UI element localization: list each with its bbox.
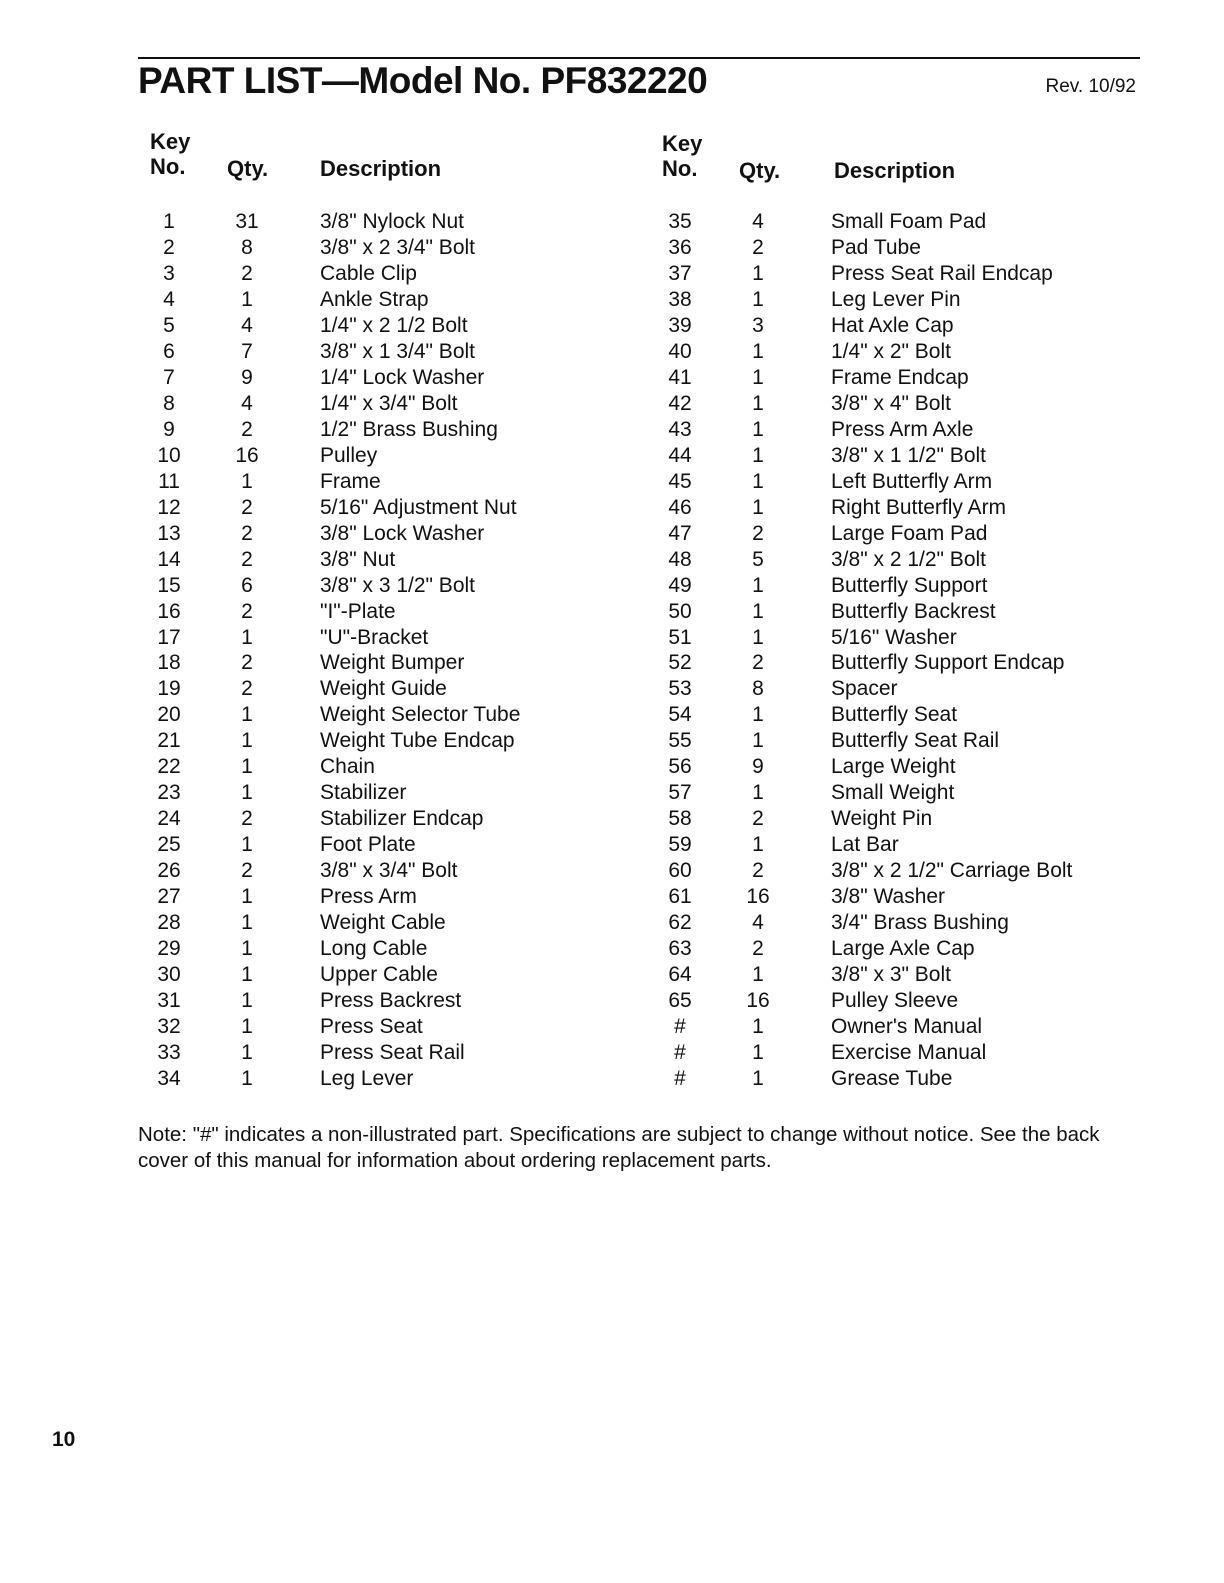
key-number: 28	[157, 911, 181, 935]
quantity: 2	[752, 937, 764, 961]
quantity: 2	[241, 677, 253, 701]
description: Butterfly Seat Rail	[831, 729, 1000, 753]
quantity: 1	[752, 1015, 764, 1039]
quantity: 1	[752, 1066, 764, 1090]
description: Owner's Manual	[831, 1015, 983, 1039]
key-number: 53	[668, 677, 692, 701]
key-number: 35	[668, 210, 692, 233]
quantity: 1	[752, 729, 764, 753]
key-number: 39	[668, 313, 692, 337]
key-number: 57	[668, 781, 692, 805]
description: Press Arm	[320, 885, 417, 909]
description: Press Arm Axle	[831, 417, 974, 441]
key-number: 25	[157, 833, 181, 857]
description: Pad Tube	[831, 235, 921, 259]
quantity: 2	[752, 651, 764, 675]
key-number: 33	[157, 1041, 181, 1064]
description: Butterfly Backrest	[831, 599, 996, 623]
key-number: 18	[157, 651, 181, 675]
left-key-header: Key No.	[150, 129, 191, 179]
description: Weight Guide	[320, 677, 447, 701]
key-number: 6	[163, 339, 175, 363]
key-number: 3	[163, 261, 175, 285]
quantity: 1	[752, 625, 764, 649]
quantity: 16	[746, 989, 770, 1013]
quantity: 1	[241, 989, 253, 1013]
quantity: 1	[752, 833, 764, 857]
quantity: 1	[241, 781, 253, 805]
key-number: 59	[668, 833, 692, 857]
description: 1/4" x 2" Bolt	[831, 339, 951, 363]
key-number: 50	[668, 599, 692, 623]
quantity: 1	[752, 599, 764, 623]
key-number: 43	[668, 417, 692, 441]
quantity: 4	[752, 210, 764, 233]
description: 3/8" x 1 1/2" Bolt	[831, 443, 986, 467]
description: 3/8" Lock Washer	[320, 521, 485, 545]
description: Small Foam Pad	[831, 210, 987, 233]
description: Weight Bumper	[320, 651, 465, 675]
footnote: Note: "#" indicates a non-illustrated part. Specifications are subject to change without notice. See the back cover of this manual for information about ordering replacement parts.	[138, 1123, 1100, 1172]
description: Right Butterfly Arm	[831, 495, 1007, 519]
quantity: 1	[752, 469, 764, 493]
description: Butterfly Seat	[831, 703, 958, 727]
quantity: 1	[752, 703, 764, 727]
key-number: 31	[157, 989, 181, 1013]
revision-label: Rev. 10/92	[1045, 76, 1136, 97]
description: 3/8" x 2 1/2" Bolt	[831, 547, 986, 571]
quantity: 1	[752, 287, 764, 311]
quantity: 2	[241, 547, 253, 571]
page-title: PART LIST—Model No. PF832220	[138, 60, 708, 101]
quantity: 2	[241, 859, 253, 883]
key-number: 24	[157, 807, 181, 831]
right-description-header: Description	[834, 158, 956, 183]
key-number: 40	[668, 339, 692, 363]
key-number: 61	[668, 885, 692, 909]
key-number: 62	[668, 911, 692, 935]
description: Weight Cable	[320, 911, 446, 935]
description: Exercise Manual	[831, 1041, 987, 1064]
key-number: 1	[163, 210, 175, 233]
quantity: 4	[241, 391, 253, 415]
title-rule	[138, 57, 1140, 59]
description: Press Seat	[320, 1015, 423, 1039]
description: Large Axle Cap	[831, 937, 975, 961]
quantity: 1	[752, 963, 764, 987]
quantity: 1	[752, 443, 764, 467]
key-number: 10	[157, 443, 181, 467]
quantity: 9	[752, 755, 764, 779]
description: Large Weight	[831, 755, 956, 779]
description: 3/8" x 3" Bolt	[831, 963, 951, 987]
key-number: 49	[668, 573, 692, 597]
description: "U"-Bracket	[320, 625, 429, 649]
quantity: 1	[241, 1041, 253, 1064]
quantity: 31	[235, 210, 259, 233]
description: 1/4" x 3/4" Bolt	[320, 391, 458, 415]
description: Weight Selector Tube	[320, 703, 521, 727]
description: Stabilizer	[320, 781, 407, 805]
key-number: 47	[668, 521, 692, 545]
quantity: 2	[752, 859, 764, 883]
description: 3/8" x 2 1/2" Carriage Bolt	[831, 859, 1073, 883]
quantity: 9	[241, 365, 253, 389]
description: Butterfly Support	[831, 573, 988, 597]
quantity: 1	[241, 729, 253, 753]
description: 3/8" Washer	[831, 885, 946, 909]
right-qty-header: Qty.	[739, 158, 781, 183]
key-number: 41	[668, 365, 692, 389]
quantity: 1	[752, 781, 764, 805]
quantity: 2	[241, 807, 253, 831]
quantity: 2	[752, 807, 764, 831]
key-number: 17	[157, 625, 181, 649]
description: Chain	[320, 755, 375, 779]
quantity: 1	[241, 963, 253, 987]
key-number: 55	[668, 729, 692, 753]
quantity: 2	[752, 235, 764, 259]
key-number: 15	[157, 573, 181, 597]
description: Small Weight	[831, 781, 955, 805]
description: 3/8" x 4" Bolt	[831, 391, 951, 415]
description: 3/8" x 3/4" Bolt	[320, 859, 458, 883]
key-number: 48	[668, 547, 692, 571]
key-number: 38	[668, 287, 692, 311]
description: Pulley Sleeve	[831, 989, 959, 1013]
description: Leg Lever	[320, 1066, 414, 1090]
key-number: 64	[668, 963, 692, 987]
key-number: 44	[668, 443, 692, 467]
description: Grease Tube	[831, 1066, 953, 1090]
key-number: 8	[163, 391, 175, 415]
quantity: 2	[241, 521, 253, 545]
quantity: 5	[752, 547, 764, 571]
key-number: 5	[163, 313, 175, 337]
quantity: 2	[241, 261, 253, 285]
quantity: 2	[241, 495, 253, 519]
description: Leg Lever Pin	[831, 287, 961, 311]
quantity: 1	[752, 339, 764, 363]
quantity: 2	[241, 417, 253, 441]
description: Left Butterfly Arm	[831, 469, 993, 493]
key-number: 56	[668, 755, 692, 779]
description: "I"-Plate	[320, 599, 396, 623]
right-key-header: Key No.	[662, 131, 703, 181]
quantity: 1	[241, 703, 253, 727]
quantity: 4	[752, 911, 764, 935]
key-number: 16	[157, 599, 181, 623]
description: 1/4" x 2 1/2 Bolt	[320, 313, 468, 337]
description: Weight Tube Endcap	[320, 729, 515, 753]
key-number: #	[674, 1066, 686, 1090]
description: 3/8" Nylock Nut	[320, 210, 465, 233]
quantity: 1	[241, 1066, 253, 1090]
quantity: 2	[241, 599, 253, 623]
key-number: 4	[163, 287, 175, 311]
key-number: 51	[668, 625, 692, 649]
description: Weight Pin	[831, 807, 933, 831]
quantity: 1	[241, 755, 253, 779]
description: Long Cable	[320, 937, 428, 961]
left-description-header: Description	[320, 156, 442, 181]
description: Ankle Strap	[320, 287, 429, 311]
description: 5/16" Washer	[831, 625, 957, 649]
key-number: 20	[157, 703, 181, 727]
quantity: 1	[752, 391, 764, 415]
quantity: 3	[752, 313, 764, 337]
description: Foot Plate	[320, 833, 416, 857]
quantity: 1	[241, 469, 253, 493]
key-number: 58	[668, 807, 692, 831]
quantity: 1	[752, 417, 764, 441]
key-number: 30	[157, 963, 181, 987]
quantity: 1	[752, 1041, 764, 1064]
description: 5/16" Adjustment Nut	[320, 495, 517, 519]
quantity: 1	[241, 287, 253, 311]
description: Stabilizer Endcap	[320, 807, 484, 831]
description: 1/2" Brass Bushing	[320, 417, 498, 441]
key-number: 65	[668, 989, 692, 1013]
quantity: 8	[752, 677, 764, 701]
quantity: 1	[752, 573, 764, 597]
description: Large Foam Pad	[831, 521, 988, 545]
key-number: 13	[157, 521, 181, 545]
key-number: 23	[157, 781, 181, 805]
quantity: 1	[241, 833, 253, 857]
quantity: 2	[241, 651, 253, 675]
key-number: #	[674, 1041, 686, 1064]
key-number: 21	[157, 729, 181, 753]
description: Frame Endcap	[831, 365, 969, 389]
key-number: 9	[163, 417, 175, 441]
quantity: 1	[241, 885, 253, 909]
description: 1/4" Lock Washer	[320, 365, 485, 389]
key-number: 7	[163, 365, 175, 389]
left-qty-header: Qty.	[227, 156, 269, 181]
key-number: 26	[157, 859, 181, 883]
description: Pulley	[320, 443, 378, 467]
description: Butterfly Support Endcap	[831, 651, 1065, 675]
key-number: 22	[157, 755, 181, 779]
quantity: 1	[241, 1015, 253, 1039]
description: Lat Bar	[831, 833, 899, 857]
description: 3/8" x 2 3/4" Bolt	[320, 235, 475, 259]
quantity: 1	[752, 495, 764, 519]
quantity: 4	[241, 313, 253, 337]
key-number: 34	[157, 1066, 181, 1090]
description: Upper Cable	[320, 963, 438, 987]
description: Press Backrest	[320, 989, 462, 1013]
key-number: 14	[157, 547, 181, 571]
description: 3/8" Nut	[320, 547, 396, 571]
quantity: 1	[241, 937, 253, 961]
description: 3/8" x 3 1/2" Bolt	[320, 573, 475, 597]
quantity: 8	[241, 235, 253, 259]
key-number: 29	[157, 937, 181, 961]
page-number: 10	[52, 1428, 76, 1451]
quantity: 16	[235, 443, 259, 467]
key-number: 52	[668, 651, 692, 675]
description: Press Seat Rail Endcap	[831, 261, 1053, 285]
key-number: 2	[163, 235, 175, 259]
key-number: 36	[668, 235, 692, 259]
key-number: #	[674, 1015, 686, 1039]
quantity: 1	[241, 625, 253, 649]
description: Frame	[320, 469, 381, 493]
key-number: 45	[668, 469, 692, 493]
key-number: 42	[668, 391, 692, 415]
key-number: 63	[668, 937, 692, 961]
key-number: 32	[157, 1015, 181, 1039]
quantity: 1	[752, 261, 764, 285]
description: Spacer	[831, 677, 898, 701]
description: Press Seat Rail	[320, 1041, 465, 1064]
quantity: 7	[241, 339, 253, 363]
key-number: 27	[157, 885, 181, 909]
description: Hat Axle Cap	[831, 313, 954, 337]
quantity: 2	[752, 521, 764, 545]
description: 3/8" x 1 3/4" Bolt	[320, 339, 475, 363]
description: Cable Clip	[320, 261, 417, 285]
key-number: 60	[668, 859, 692, 883]
key-number: 54	[668, 703, 692, 727]
key-number: 12	[157, 495, 181, 519]
quantity: 1	[752, 365, 764, 389]
key-number: 11	[158, 469, 180, 493]
description: 3/4" Brass Bushing	[831, 911, 1009, 935]
quantity: 16	[746, 885, 770, 909]
quantity: 1	[241, 911, 253, 935]
key-number: 19	[157, 677, 181, 701]
quantity: 6	[241, 573, 253, 597]
key-number: 37	[668, 261, 692, 285]
key-number: 46	[668, 495, 692, 519]
